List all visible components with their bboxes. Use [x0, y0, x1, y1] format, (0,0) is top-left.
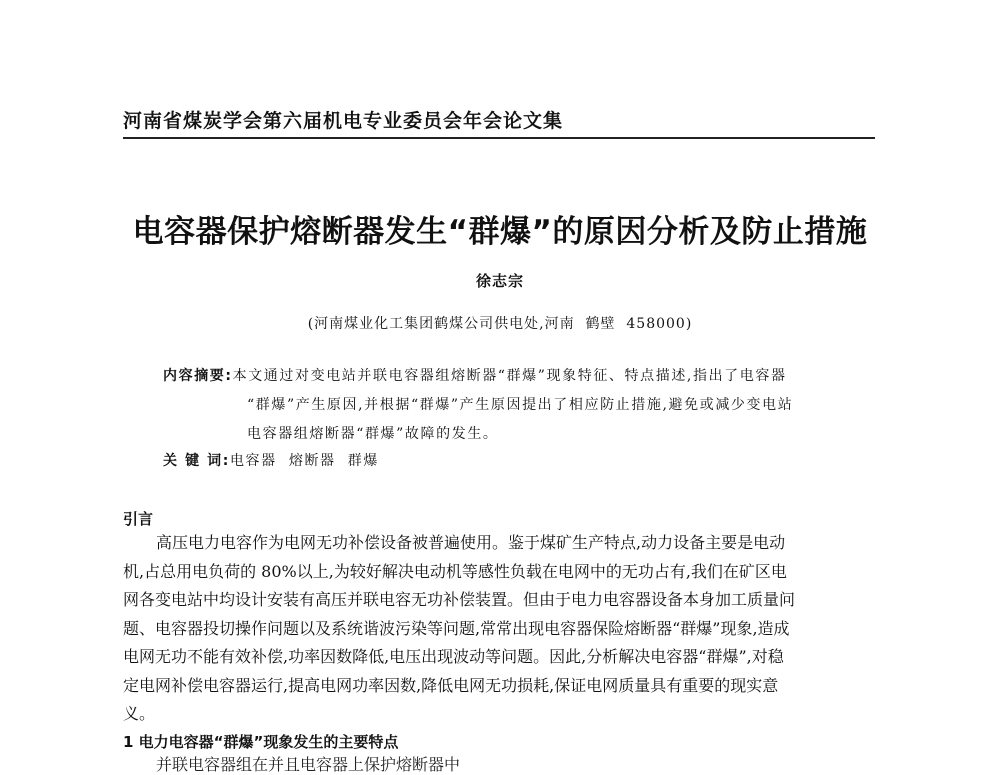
- abstract-line: “群爆”产生原因,并根据“群爆”产生原因提出了相应防止措施,避免或减少变电站: [247, 397, 794, 413]
- intro-heading: 引言: [123, 510, 154, 528]
- abstract-line: [163, 362, 875, 391]
- paper-title: 电容器保护熔断器发生“群爆”的原因分析及防止措施: [132, 214, 868, 250]
- body-line: 网各变电站中均设计安装有高压并联电容无功补偿装置。但由于电力电容器设备本身加工质量问: [123, 590, 796, 609]
- abstract-text: 本文通过对变电站并联电容器组熔断器“群爆”现象特征、特点描述,指出了电容器: [232, 368, 787, 384]
- body-line: 机,占总用电负荷的 80%以上,为较好解决电动机等感性负载在电网中的无功占有,我们在矿区电: [123, 561, 787, 581]
- body-line: 电网无功不能有效补偿,功率因数降低,电压出现波动等问题。因此,分析解决电容器“群爆”,对稳: [123, 647, 784, 666]
- intro-body: [123, 529, 875, 729]
- abstract-line: 电容器组熔断器“群爆”故障的发生。: [247, 426, 499, 442]
- abstract-block: [163, 362, 875, 449]
- header-rule: [123, 137, 875, 139]
- truncated-body-line: 并联电容器组在并且电容器上保护熔断器中: [156, 755, 461, 774]
- abstract-label: 内容摘要:: [163, 368, 233, 384]
- running-header: 河南省煤炭学会第六届机电专业委员会年会论文集: [123, 110, 564, 132]
- body-line: 定电网补偿电容器运行,提高电网功率因数,降低电网无功损耗,保证电网质量具有重要的现实意: [123, 675, 779, 695]
- keywords-terms: 电容器 熔断器 群爆: [229, 453, 379, 469]
- author-affiliation: (河南煤业化工集团鹤煤公司供电处,河南 鹤壁 458000): [307, 316, 693, 332]
- author-name: 徐志宗: [475, 272, 524, 290]
- body-line: 高压电力电容作为电网无功补偿设备被普遍使用。鉴于煤矿生产特点,动力设备主要是电动: [156, 533, 786, 552]
- body-line: 题、电容器投切操作问题以及系统谐波污染等问题,常常出现电容器保险熔断器“群爆”现象,造成: [123, 618, 790, 638]
- section-1-heading: 1 电力电容器“群爆”现象发生的主要特点: [123, 733, 399, 751]
- keywords-block: [163, 450, 379, 470]
- body-line: 义。: [123, 704, 156, 723]
- keywords-label: 关 键 词:: [163, 453, 230, 469]
